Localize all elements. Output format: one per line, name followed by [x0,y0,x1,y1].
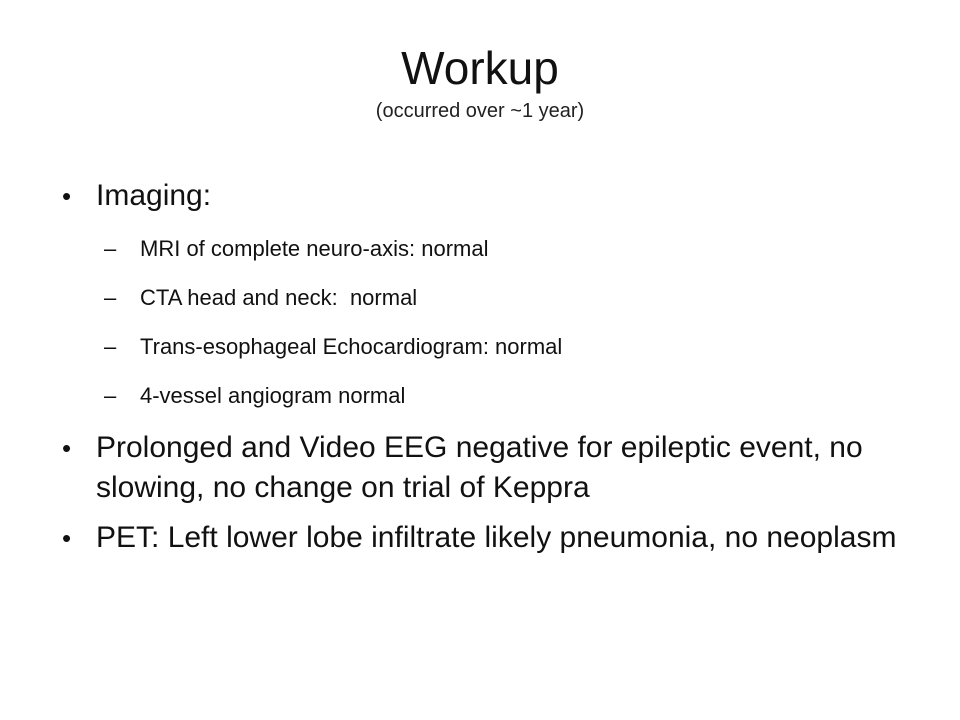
bullet-text: Imaging: [96,179,212,212]
slide-content [62,176,922,568]
bullet-pet [62,518,922,558]
sub-item-text: Trans-esophageal Echocardiogram: normal [140,334,563,359]
dash-bullet: – [104,383,117,408]
sub-item-text: CTA head and neck: normal [140,285,418,310]
bullet-eeg [62,428,922,508]
sub-item [62,371,922,420]
slide-subtitle: (occurred over ~1 year) [375,100,585,122]
sub-item-text: MRI of complete neuro-axis: normal [140,236,489,261]
bullet-text: Prolonged and Video EEG negative for epileptic event, no slowing, no change on trial of Keppra [96,431,863,504]
slide-title: Workup [401,42,559,94]
bullet-dot: • [62,181,72,211]
dash-bullet: – [104,236,117,261]
sub-item-text: 4-vessel angiogram normal [140,383,406,408]
sub-item [62,273,922,322]
dash-bullet: – [104,285,117,310]
sub-item [62,224,922,273]
bullet-dot: • [62,433,72,463]
bullet-imaging [62,176,922,216]
imaging-sub-list [62,224,922,420]
bullet-dot: • [62,523,72,553]
bullet-text: PET: Left lower lobe infiltrate likely pneumonia, no neoplasm [96,521,897,554]
title-block [0,40,960,124]
dash-bullet: – [104,334,117,359]
sub-item [62,322,922,371]
